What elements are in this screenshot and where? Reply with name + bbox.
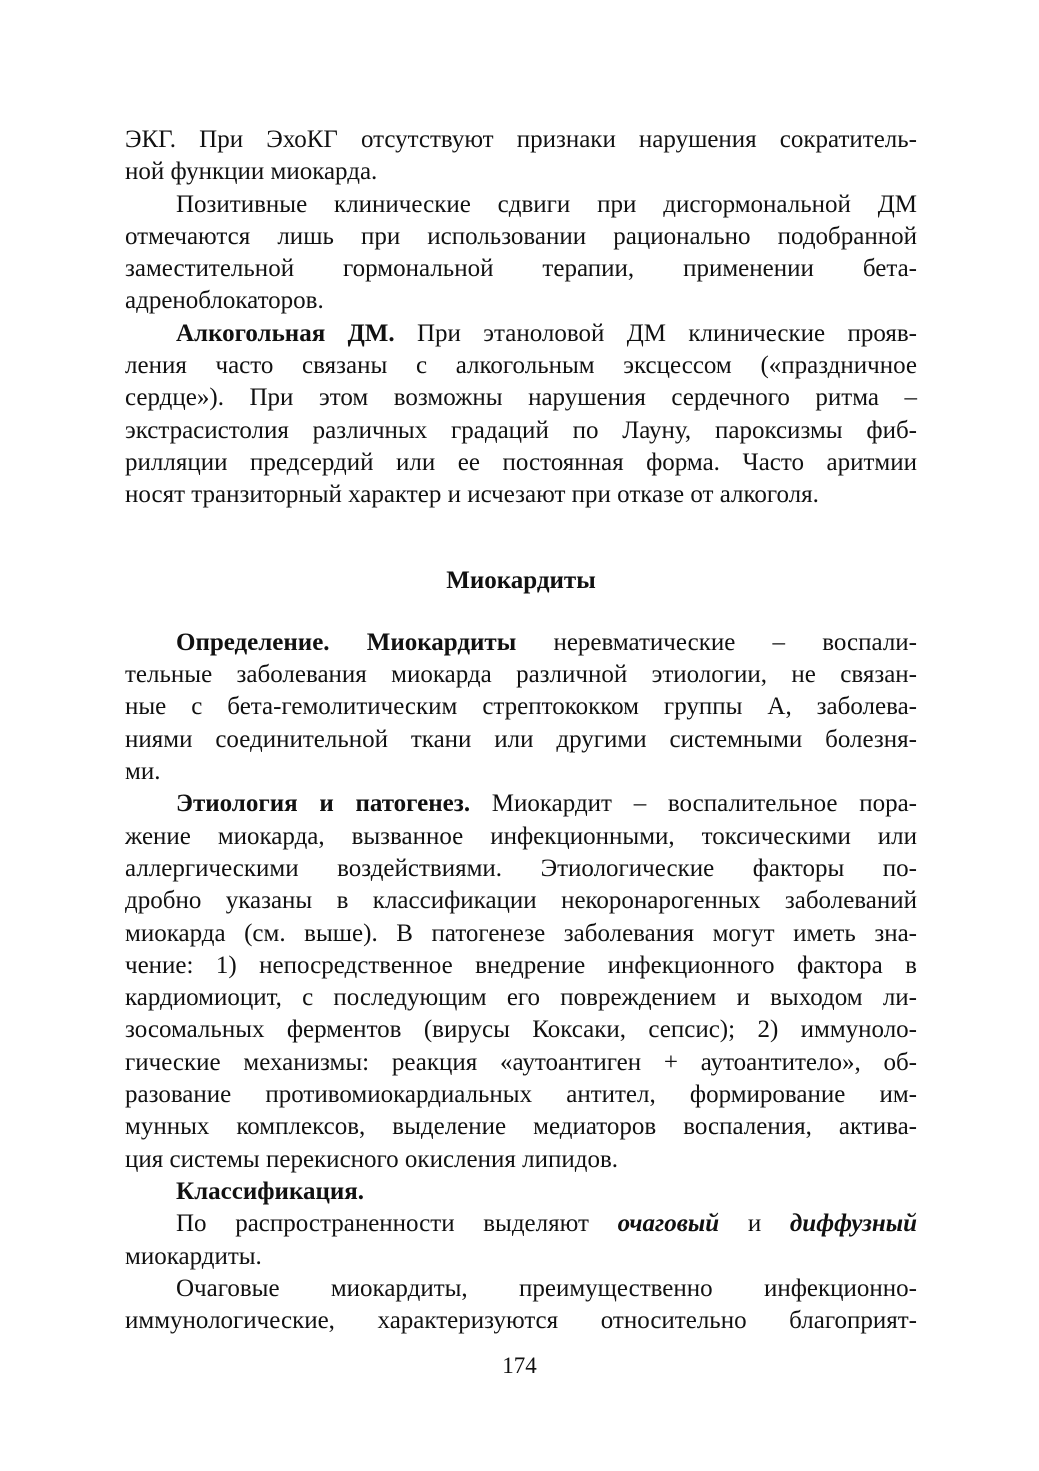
paragraph [125,1208,917,1273]
text-run: и [719,1210,790,1238]
run-in-heading: Определение. [176,628,330,656]
page-body [125,124,917,1337]
paragraph-alcoholic-dm [125,318,917,512]
emphasized-term: диффузный [789,1210,917,1238]
text-line: аллергическими воздействиями. Этиологические факторы по- [125,854,917,882]
text-line: мунных комплексов, выделение медиаторов воспаления, актива- [125,1113,917,1141]
text-line: ной функции миокарда. [125,158,378,186]
text-line [125,318,917,350]
text-line: зосомальных ферментов (вирусы Коксаки, сепсис); 2) иммуноло- [125,1016,917,1044]
text-line: ные с бета-гемолитическим стрептококком группы А, заболева- [125,693,917,721]
text-line: ления часто связаны с алкогольным эксцессом («праздничное [125,352,917,380]
paragraph-etiology [125,788,917,1176]
text-line: отмечаются лишь при использовании рационально подобранной [125,222,917,250]
text-line: жение миокарда, вызванное инфекционными, токсическими или [125,822,917,850]
text-line: кардиомиоцит, с последующим его повреждением и выходом ли- [125,984,917,1012]
text-line: заместительной гормональной терапии, применении бета- [125,255,917,283]
run-in-heading: Алкогольная ДМ. [176,319,395,347]
text-line: ция системы перекисного окисления липидов. [125,1145,619,1173]
text-line: миокардиты. [125,1242,262,1270]
paragraph-classification [125,1176,917,1208]
text-line: миокарда (см. выше). В патогенезе заболевания могут иметь зна- [125,919,917,947]
run-in-heading: Классификация. [176,1177,365,1205]
text-run: неревматические – воспали- [516,628,918,656]
text-line: гические механизмы: реакция «аутоантиген + аутоантитело», об- [125,1048,917,1076]
text-line: Очаговые миокардиты, преимущественно инфекционно- [176,1274,917,1302]
text-line: ниями соединительной ткани или другими системными болезня- [125,725,917,753]
emphasized-term: очаговый [617,1210,720,1238]
text-run: Миокардит – воспалительное пора- [470,790,918,818]
text-line: разование противомиокардиальных антител, формирование им- [125,1081,917,1109]
text-line [125,788,917,820]
paragraph [125,124,917,189]
run-in-heading: Этиология и патогенез. [176,790,471,818]
text-run: При этаноловой ДМ клинические прояв- [394,319,918,347]
text-line [125,627,917,659]
text-line: иммунологические, характеризуются относительно благоприят- [125,1307,917,1335]
page-number: 174 [502,1353,537,1378]
text-line: носят транзиторный характер и исчезают при отказе от алкоголя. [125,481,819,509]
text-line: сердце»). При этом возможны нарушения сердечного ритма – [125,384,917,412]
text-line: ЭКГ. При ЭхоКГ отсутствуют признаки нарушения сократитель- [125,126,917,153]
text-line: ми. [125,758,161,786]
paragraph [125,189,917,318]
paragraph-definition [125,627,917,788]
paragraph [125,1273,917,1338]
text-line: экстрасистолия различных градаций по Лауну, пароксизмы фиб- [125,416,917,444]
text-line: чение: 1) непосредственное внедрение инфекционного фактора в [125,951,917,979]
section-heading: Миокардиты [446,566,596,594]
bold-term: Миокардиты [329,628,517,656]
text-line [125,1208,917,1240]
text-line: Позитивные клинические сдвиги при дисгормональной ДМ [176,190,917,218]
text-line: дробно указаны в классификации некоронарогенных заболеваний [125,887,917,915]
text-line: тельные заболевания миокарда различной этиологии, не связан- [125,661,917,689]
text-line: адреноблокаторов. [125,287,324,315]
text-line: рилляции предсердий или ее постоянная форма. Часто аритмии [125,448,917,476]
text-run: По распространенности выделяют [176,1210,618,1238]
